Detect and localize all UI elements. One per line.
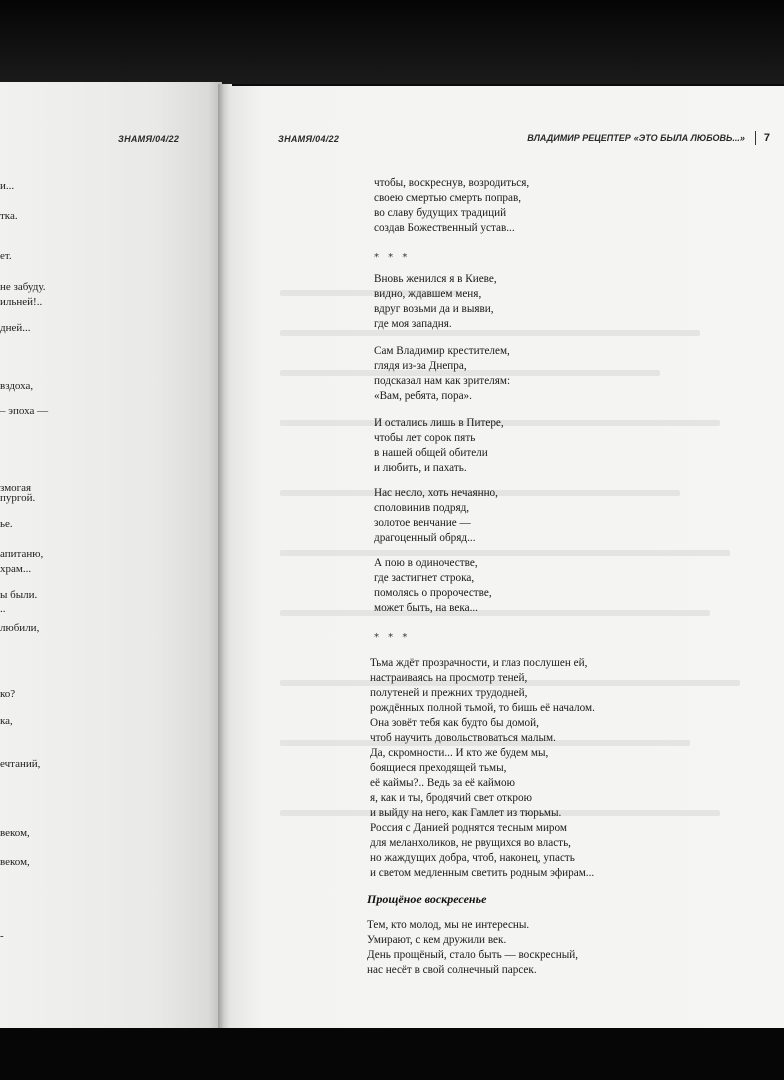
fragment-line: веком, <box>0 827 30 839</box>
poem-line: чтобы лет сорок пять <box>374 432 476 444</box>
poem-line: видно, ждавшем меня, <box>374 288 482 300</box>
poem-line: боящиеся преходящей тьмы, <box>370 762 507 774</box>
poem-line: и светом медленным светить родным эфирам... <box>370 867 595 879</box>
poem-line: золотое венчание — <box>374 517 471 529</box>
fragment-line: дней... <box>0 322 31 334</box>
stanza <box>374 344 510 404</box>
fragment-line: - <box>0 930 4 942</box>
poem-line: Россия с Данией роднятся тесным миром <box>370 822 567 834</box>
poem-line: её каймы?.. Ведь за её каймою <box>370 777 515 789</box>
poem-title: Прощёное воскресенье <box>367 892 487 906</box>
poem-line: Да, скромности... И кто же будем мы, <box>370 747 549 759</box>
scanner-top-edge <box>0 0 784 84</box>
poem-line: полутеней и прежних трудодней, <box>370 687 528 699</box>
stanza <box>374 556 492 616</box>
fragment-line: ильней!.. <box>0 296 43 308</box>
right-running-head-journal: ЗНАМЯ/04/22 <box>278 134 340 144</box>
fragment-line: – эпоха — <box>0 405 49 417</box>
poem-line: чтоб научить довольствоваться малым. <box>370 732 556 744</box>
fragment-line: змогая <box>0 482 32 494</box>
stanza <box>374 416 504 476</box>
poem-line: День прощёный, стало быть — воскресный, <box>367 949 579 961</box>
stanza <box>374 176 529 236</box>
poem-line: Вновь женился я в Киеве, <box>374 273 497 285</box>
left-running-head: ЗНАМЯ/04/22 <box>118 134 180 144</box>
fragment-line: ье. <box>0 518 13 530</box>
poem-line: Нас несло, хоть нечаянно, <box>374 487 498 499</box>
poem-line: для меланхоликов, не рвущихся во власть, <box>370 837 571 849</box>
fragment-line: апитаню, <box>0 548 44 560</box>
right-running-head <box>527 131 770 145</box>
poem-line: где моя западня. <box>374 318 452 330</box>
fragment-line: и... <box>0 180 15 192</box>
poem-line: во славу будущих традиций <box>374 207 507 219</box>
final-poem-stanza <box>367 918 578 978</box>
poem-line: настраиваясь на просмотр теней, <box>370 672 528 684</box>
poem-line: создав Божественный устав... <box>374 222 515 234</box>
poem-line: своею смертью смерть поправ, <box>374 192 522 204</box>
fragment-line: тка. <box>0 210 18 222</box>
fragment-line: храм... <box>0 563 32 575</box>
fragment-line: ы были. <box>0 589 38 601</box>
fragment-line: веком, <box>0 856 30 868</box>
poem-line: и любить, и пахать. <box>374 462 467 474</box>
poem-line: в нашей общей обители <box>374 447 488 459</box>
fragment-line: ечтаний, <box>0 758 41 770</box>
fragment-line: ка, <box>0 715 13 727</box>
poem-line: я, как и ты, бродячий свет открою <box>370 792 532 804</box>
poem-line: глядя из-за Днепра, <box>374 360 467 372</box>
poem-line: А пою в одиночестве, <box>374 557 478 569</box>
fragment-line: ет. <box>0 250 12 262</box>
poem-line: И остались лишь в Питере, <box>374 417 504 429</box>
poem-line: где застигнет строка, <box>374 572 475 584</box>
fragment-line: не забуду. <box>0 281 46 293</box>
header-divider <box>755 131 756 145</box>
poem-line: Сам Владимир крестителем, <box>374 345 510 357</box>
fragment-line: любили, <box>0 622 40 634</box>
stanza-separator: * * * <box>374 252 411 263</box>
poem-line: и выйду на него, как Гамлет из тюрьмы. <box>370 807 562 819</box>
article-title: «ЭТО БЫЛА ЛЮБОВЬ...» <box>633 133 745 143</box>
stanza <box>374 486 498 546</box>
poem-line: может быть, на века... <box>374 602 478 614</box>
stanza <box>370 656 595 881</box>
scanner-bottom-edge <box>0 1028 784 1080</box>
poem-line: нас несёт в свой солнечный парсек. <box>367 964 537 976</box>
poem-line: чтобы, воскреснув, возродиться, <box>374 177 530 189</box>
poem-line: но жаждущих добра, чтоб, наконец, упасть <box>370 852 575 864</box>
fragment-line: ко? <box>0 688 16 700</box>
poem-line: Тьма ждёт прозрачности, и глаз послушен ей, <box>370 657 588 669</box>
poem-line: споловинив подряд, <box>374 502 470 514</box>
fragment-line: пургой. <box>0 492 36 504</box>
fragment-line: вздоха, <box>0 380 34 392</box>
page-number: 7 <box>763 132 770 144</box>
poem-line: подсказал нам как зрителям: <box>374 375 511 387</box>
poem-line: «Вам, ребята, пора». <box>374 390 472 402</box>
stanza-separator: * * * <box>374 632 411 643</box>
stanza <box>374 272 497 332</box>
poem-line: помолясь о пророчестве, <box>374 587 492 599</box>
poem-line: Тем, кто молод, мы не интересны. <box>367 919 530 931</box>
author-name: ВЛАДИМИР РЕЦЕПТЕР <box>527 133 631 143</box>
poem-line: Она зовёт тебя как будто бы домой, <box>370 717 539 729</box>
poem-line: рождённых полной тьмой, то бишь её началом. <box>370 702 595 714</box>
poem-line: вдруг возьми да и выяви, <box>374 303 494 315</box>
poem-line: драгоценный обряд... <box>374 532 476 544</box>
poem-line: Умирают, с кем дружили век. <box>367 934 507 946</box>
fragment-line: .. <box>0 603 6 615</box>
